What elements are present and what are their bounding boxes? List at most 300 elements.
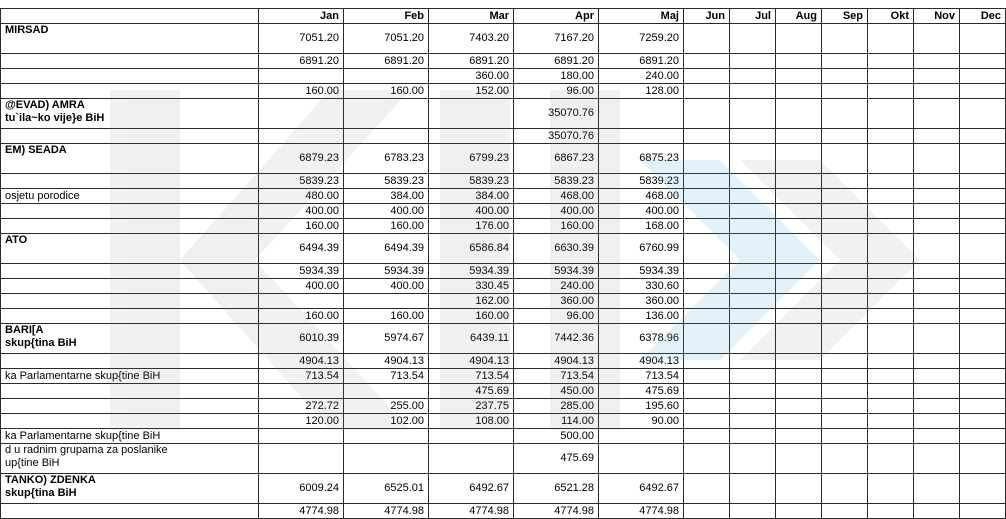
value-cell-sep	[822, 144, 868, 174]
value-cell-jan	[259, 99, 344, 129]
value-cell-apr: 6521.28	[514, 474, 599, 504]
value-cell-jul	[730, 369, 776, 384]
value-cell-jun	[684, 54, 730, 69]
value-cell-apr: 160.00	[514, 219, 599, 234]
month-header-jun: Jun	[684, 9, 730, 24]
value-cell-mar: 6439.11	[429, 324, 514, 354]
value-cell-okt	[868, 129, 914, 144]
value-cell-jul	[730, 234, 776, 264]
value-cell-dec	[960, 84, 1006, 99]
value-cell-aug	[776, 174, 822, 189]
value-cell-aug	[776, 24, 822, 54]
value-cell-apr: 35070.76	[514, 129, 599, 144]
value-cell-feb: 384.00	[344, 189, 429, 204]
row-label	[1, 354, 259, 369]
value-cell-sep	[822, 174, 868, 189]
value-cell-jun	[684, 219, 730, 234]
value-cell-okt	[868, 309, 914, 324]
value-cell-maj: 4774.98	[599, 504, 684, 519]
value-cell-feb	[344, 99, 429, 129]
value-cell-apr: 5934.39	[514, 264, 599, 279]
value-cell-aug	[776, 84, 822, 99]
value-cell-feb: 255.00	[344, 399, 429, 414]
value-cell-nov	[914, 99, 960, 129]
value-cell-mar: 152.00	[429, 84, 514, 99]
value-cell-apr: 240.00	[514, 279, 599, 294]
value-cell-apr: 35070.76	[514, 99, 599, 129]
value-cell-okt	[868, 174, 914, 189]
table-row	[1, 279, 1006, 294]
value-cell-feb: 400.00	[344, 279, 429, 294]
table-row	[1, 69, 1006, 84]
value-cell-maj: 136.00	[599, 309, 684, 324]
value-cell-feb: 6494.39	[344, 234, 429, 264]
row-label: EM) SEADA	[1, 144, 259, 174]
value-cell-nov	[914, 174, 960, 189]
value-cell-jun	[684, 369, 730, 384]
value-cell-aug	[776, 129, 822, 144]
value-cell-okt	[868, 474, 914, 504]
value-cell-aug	[776, 189, 822, 204]
value-cell-nov	[914, 189, 960, 204]
value-cell-jul	[730, 54, 776, 69]
table-row	[1, 189, 1006, 204]
table-row	[1, 219, 1006, 234]
value-cell-jul	[730, 189, 776, 204]
value-cell-maj: 5839.23	[599, 174, 684, 189]
value-cell-jun	[684, 264, 730, 279]
table-row	[1, 54, 1006, 69]
row-label	[1, 69, 259, 84]
value-cell-jun	[684, 504, 730, 519]
value-cell-okt	[868, 399, 914, 414]
value-cell-apr: 6891.20	[514, 54, 599, 69]
value-cell-jul	[730, 129, 776, 144]
value-cell-okt	[868, 69, 914, 84]
value-cell-nov	[914, 474, 960, 504]
value-cell-mar	[429, 444, 514, 474]
value-cell-sep	[822, 474, 868, 504]
value-cell-jan: 6879.23	[259, 144, 344, 174]
value-cell-sep	[822, 69, 868, 84]
value-cell-maj: 330.60	[599, 279, 684, 294]
value-cell-jan	[259, 384, 344, 399]
value-cell-jun	[684, 444, 730, 474]
value-cell-okt	[868, 189, 914, 204]
value-cell-okt	[868, 504, 914, 519]
value-cell-mar: 5839.23	[429, 174, 514, 189]
value-cell-apr: 475.69	[514, 444, 599, 474]
value-cell-jul	[730, 294, 776, 309]
value-cell-okt	[868, 219, 914, 234]
value-cell-maj: 6378.96	[599, 324, 684, 354]
value-cell-feb: 5839.23	[344, 174, 429, 189]
value-cell-aug	[776, 54, 822, 69]
value-cell-mar: 160.00	[429, 309, 514, 324]
value-cell-jan: 4904.13	[259, 354, 344, 369]
value-cell-mar: 330.45	[429, 279, 514, 294]
row-label: d u radnim grupama za poslanike up{tine BiH	[1, 444, 259, 474]
value-cell-jun	[684, 324, 730, 354]
value-cell-jun	[684, 144, 730, 174]
row-label: MIRSAD	[1, 24, 259, 54]
value-cell-apr: 500.00	[514, 429, 599, 444]
value-cell-okt	[868, 234, 914, 264]
value-cell-nov	[914, 384, 960, 399]
value-cell-aug	[776, 324, 822, 354]
table-row	[1, 144, 1006, 174]
value-cell-sep	[822, 234, 868, 264]
value-cell-dec	[960, 189, 1006, 204]
month-header-nov: Nov	[914, 9, 960, 24]
value-cell-sep	[822, 399, 868, 414]
value-cell-dec	[960, 264, 1006, 279]
value-cell-apr: 713.54	[514, 369, 599, 384]
value-cell-jun	[684, 279, 730, 294]
value-cell-okt	[868, 414, 914, 429]
value-cell-jul	[730, 204, 776, 219]
value-cell-maj: 5934.39	[599, 264, 684, 279]
value-cell-maj: 6875.23	[599, 144, 684, 174]
table-row	[1, 474, 1006, 504]
table-row	[1, 369, 1006, 384]
value-cell-aug	[776, 219, 822, 234]
value-cell-sep	[822, 354, 868, 369]
value-cell-sep	[822, 384, 868, 399]
value-cell-nov	[914, 219, 960, 234]
table-row	[1, 84, 1006, 99]
value-cell-nov	[914, 309, 960, 324]
value-cell-jun	[684, 474, 730, 504]
table-row	[1, 234, 1006, 264]
value-cell-dec	[960, 414, 1006, 429]
value-cell-jul	[730, 24, 776, 54]
value-cell-sep	[822, 129, 868, 144]
value-cell-sep	[822, 429, 868, 444]
value-cell-dec	[960, 504, 1006, 519]
table-row	[1, 204, 1006, 219]
table-row	[1, 384, 1006, 399]
value-cell-maj	[599, 444, 684, 474]
value-cell-aug	[776, 444, 822, 474]
row-label	[1, 279, 259, 294]
value-cell-dec	[960, 99, 1006, 129]
value-cell-mar: 162.00	[429, 294, 514, 309]
value-cell-okt	[868, 369, 914, 384]
value-cell-nov	[914, 399, 960, 414]
value-cell-okt	[868, 54, 914, 69]
label-column-header	[1, 9, 259, 24]
row-label	[1, 504, 259, 519]
value-cell-jan: 6009.24	[259, 474, 344, 504]
value-cell-okt	[868, 264, 914, 279]
value-cell-nov	[914, 294, 960, 309]
table-row	[1, 444, 1006, 474]
value-cell-sep	[822, 24, 868, 54]
value-cell-nov	[914, 504, 960, 519]
row-label	[1, 309, 259, 324]
value-cell-aug	[776, 264, 822, 279]
value-cell-okt	[868, 444, 914, 474]
value-cell-aug	[776, 399, 822, 414]
value-cell-maj: 6891.20	[599, 54, 684, 69]
value-cell-apr: 7167.20	[514, 24, 599, 54]
value-cell-aug	[776, 294, 822, 309]
value-cell-dec	[960, 234, 1006, 264]
value-cell-maj: 475.69	[599, 384, 684, 399]
value-cell-sep	[822, 309, 868, 324]
value-cell-jan: 6010.39	[259, 324, 344, 354]
value-cell-jul	[730, 399, 776, 414]
row-label	[1, 129, 259, 144]
value-cell-jan	[259, 129, 344, 144]
value-cell-nov	[914, 24, 960, 54]
value-cell-dec	[960, 369, 1006, 384]
value-cell-nov	[914, 429, 960, 444]
value-cell-jul	[730, 504, 776, 519]
value-cell-feb: 4774.98	[344, 504, 429, 519]
value-cell-nov	[914, 69, 960, 84]
value-cell-mar: 6799.23	[429, 144, 514, 174]
value-cell-feb: 102.00	[344, 414, 429, 429]
value-cell-apr: 400.00	[514, 204, 599, 219]
value-cell-jun	[684, 69, 730, 84]
value-cell-jul	[730, 354, 776, 369]
table-row	[1, 354, 1006, 369]
value-cell-dec	[960, 474, 1006, 504]
value-cell-jul	[730, 429, 776, 444]
value-cell-jan: 7051.20	[259, 24, 344, 54]
value-cell-maj: 400.00	[599, 204, 684, 219]
value-cell-nov	[914, 369, 960, 384]
value-cell-maj: 240.00	[599, 69, 684, 84]
value-cell-jul	[730, 219, 776, 234]
value-cell-sep	[822, 414, 868, 429]
value-cell-jun	[684, 174, 730, 189]
value-cell-maj	[599, 129, 684, 144]
table-row	[1, 129, 1006, 144]
value-cell-dec	[960, 144, 1006, 174]
value-cell-nov	[914, 444, 960, 474]
value-cell-dec	[960, 24, 1006, 54]
value-cell-maj: 195.60	[599, 399, 684, 414]
value-cell-maj: 360.00	[599, 294, 684, 309]
month-header-jul: Jul	[730, 9, 776, 24]
table-row	[1, 264, 1006, 279]
row-label	[1, 204, 259, 219]
value-cell-nov	[914, 324, 960, 354]
value-cell-aug	[776, 279, 822, 294]
value-cell-aug	[776, 234, 822, 264]
table-row	[1, 504, 1006, 519]
value-cell-nov	[914, 84, 960, 99]
value-cell-apr: 96.00	[514, 309, 599, 324]
value-cell-jun	[684, 24, 730, 54]
value-cell-jun	[684, 234, 730, 264]
value-cell-feb: 6783.23	[344, 144, 429, 174]
table-row	[1, 294, 1006, 309]
value-cell-maj: 6760.99	[599, 234, 684, 264]
value-cell-mar	[429, 429, 514, 444]
table-row	[1, 414, 1006, 429]
value-cell-maj: 6492.67	[599, 474, 684, 504]
value-cell-okt	[868, 429, 914, 444]
value-cell-apr: 360.00	[514, 294, 599, 309]
value-cell-jul	[730, 444, 776, 474]
value-cell-mar: 108.00	[429, 414, 514, 429]
table-row	[1, 99, 1006, 129]
value-cell-dec	[960, 69, 1006, 84]
value-cell-apr: 4904.13	[514, 354, 599, 369]
value-cell-mar: 6891.20	[429, 54, 514, 69]
value-cell-jul	[730, 144, 776, 174]
row-label	[1, 399, 259, 414]
month-header-jan: Jan	[259, 9, 344, 24]
value-cell-sep	[822, 189, 868, 204]
value-cell-feb	[344, 444, 429, 474]
month-header-mar: Mar	[429, 9, 514, 24]
value-cell-nov	[914, 204, 960, 219]
row-label: ATO	[1, 234, 259, 264]
value-cell-aug	[776, 429, 822, 444]
value-cell-mar: 475.69	[429, 384, 514, 399]
value-cell-jan: 5934.39	[259, 264, 344, 279]
row-label: ka Parlamentarne skup{tine BiH	[1, 369, 259, 384]
value-cell-feb	[344, 384, 429, 399]
value-cell-jul	[730, 384, 776, 399]
value-cell-sep	[822, 84, 868, 99]
row-label	[1, 294, 259, 309]
value-cell-mar: 5934.39	[429, 264, 514, 279]
value-cell-jan: 120.00	[259, 414, 344, 429]
value-cell-maj: 713.54	[599, 369, 684, 384]
value-cell-feb	[344, 69, 429, 84]
value-cell-jan	[259, 444, 344, 474]
value-cell-jan: 6494.39	[259, 234, 344, 264]
value-cell-sep	[822, 369, 868, 384]
table-row	[1, 324, 1006, 354]
value-cell-dec	[960, 309, 1006, 324]
month-header-row	[1, 9, 1006, 24]
value-cell-dec	[960, 294, 1006, 309]
value-cell-jun	[684, 414, 730, 429]
value-cell-dec	[960, 54, 1006, 69]
value-cell-feb: 713.54	[344, 369, 429, 384]
value-cell-dec	[960, 429, 1006, 444]
value-cell-feb: 160.00	[344, 219, 429, 234]
table-row	[1, 309, 1006, 324]
value-cell-dec	[960, 384, 1006, 399]
value-cell-okt	[868, 354, 914, 369]
value-cell-sep	[822, 99, 868, 129]
value-cell-feb: 160.00	[344, 309, 429, 324]
value-cell-jan	[259, 294, 344, 309]
value-cell-dec	[960, 444, 1006, 474]
value-cell-okt	[868, 24, 914, 54]
value-cell-mar: 6586.84	[429, 234, 514, 264]
table-row	[1, 429, 1006, 444]
value-cell-jul	[730, 264, 776, 279]
value-cell-nov	[914, 279, 960, 294]
value-cell-jun	[684, 84, 730, 99]
value-cell-dec	[960, 174, 1006, 189]
row-label: osjetu porodice	[1, 189, 259, 204]
value-cell-mar: 400.00	[429, 204, 514, 219]
value-cell-mar: 360.00	[429, 69, 514, 84]
value-cell-jun	[684, 129, 730, 144]
value-cell-maj: 4904.13	[599, 354, 684, 369]
value-cell-maj: 468.00	[599, 189, 684, 204]
value-cell-jul	[730, 474, 776, 504]
value-cell-aug	[776, 69, 822, 84]
value-cell-jul	[730, 174, 776, 189]
value-cell-mar: 6492.67	[429, 474, 514, 504]
value-cell-jul	[730, 309, 776, 324]
value-cell-jan: 160.00	[259, 84, 344, 99]
value-cell-jun	[684, 354, 730, 369]
value-cell-jun	[684, 309, 730, 324]
value-cell-feb	[344, 129, 429, 144]
value-cell-aug	[776, 384, 822, 399]
value-cell-jul	[730, 84, 776, 99]
month-header-apr: Apr	[514, 9, 599, 24]
value-cell-jan: 4774.98	[259, 504, 344, 519]
value-cell-apr: 450.00	[514, 384, 599, 399]
value-cell-aug	[776, 99, 822, 129]
value-cell-nov	[914, 354, 960, 369]
value-cell-mar: 4774.98	[429, 504, 514, 519]
value-cell-maj: 90.00	[599, 414, 684, 429]
value-cell-aug	[776, 414, 822, 429]
value-cell-jan	[259, 429, 344, 444]
value-cell-dec	[960, 399, 1006, 414]
value-cell-jul	[730, 69, 776, 84]
value-cell-feb	[344, 429, 429, 444]
value-cell-jan: 400.00	[259, 279, 344, 294]
value-cell-dec	[960, 204, 1006, 219]
value-cell-mar: 713.54	[429, 369, 514, 384]
row-label	[1, 84, 259, 99]
value-cell-maj: 128.00	[599, 84, 684, 99]
value-cell-maj	[599, 429, 684, 444]
value-cell-jan: 160.00	[259, 219, 344, 234]
value-cell-sep	[822, 219, 868, 234]
value-cell-aug	[776, 204, 822, 219]
value-cell-dec	[960, 219, 1006, 234]
value-cell-feb: 7051.20	[344, 24, 429, 54]
value-cell-aug	[776, 474, 822, 504]
value-cell-okt	[868, 144, 914, 174]
value-cell-okt	[868, 99, 914, 129]
value-cell-dec	[960, 279, 1006, 294]
row-label	[1, 54, 259, 69]
value-cell-dec	[960, 129, 1006, 144]
value-cell-jul	[730, 279, 776, 294]
value-cell-jul	[730, 324, 776, 354]
value-cell-apr: 5839.23	[514, 174, 599, 189]
value-cell-maj: 7259.20	[599, 24, 684, 54]
row-label	[1, 264, 259, 279]
value-cell-nov	[914, 264, 960, 279]
value-cell-jun	[684, 294, 730, 309]
value-cell-apr: 180.00	[514, 69, 599, 84]
value-cell-nov	[914, 144, 960, 174]
value-cell-apr: 96.00	[514, 84, 599, 99]
value-cell-jan: 6891.20	[259, 54, 344, 69]
value-cell-jan: 5839.23	[259, 174, 344, 189]
value-cell-jun	[684, 99, 730, 129]
row-label: TANKO) ZDENKA skup{tina BiH	[1, 474, 259, 504]
